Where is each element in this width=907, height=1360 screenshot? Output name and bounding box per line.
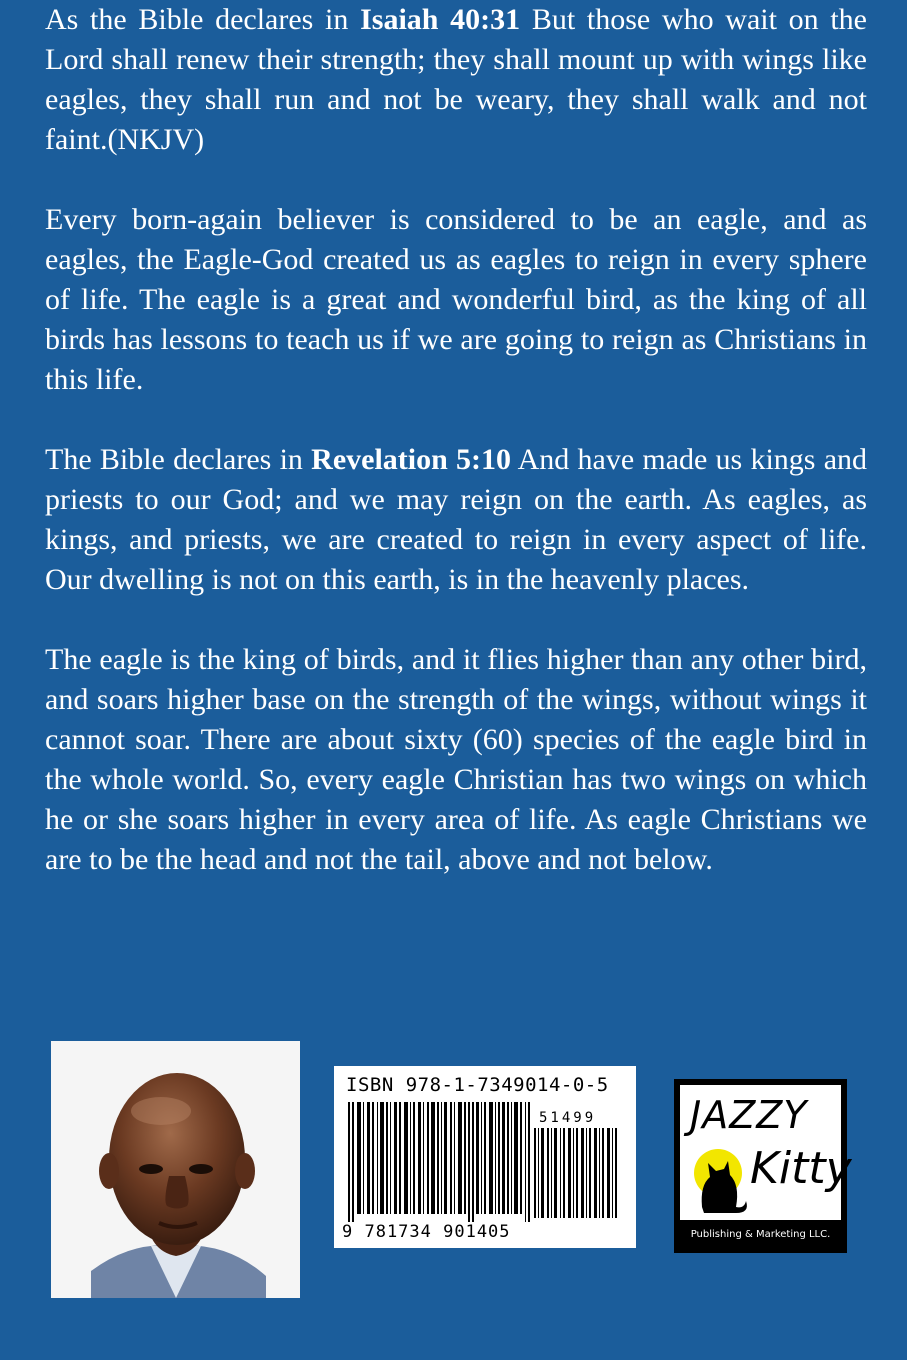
logo-word-jazzy: JAZZY	[690, 1093, 808, 1137]
logo-word-kitty: Kitty	[750, 1143, 852, 1194]
paragraph-revelation: The Bible declares in Revelation 5:10 And have made us kings and priests to our God; and we may reign on the earth. As eagles, as kings, and priests, we are created to reign in every aspect of life. Our dwelling is not on this earth, is in the heavenly places.	[45, 443, 868, 596]
logo-tagline: Publishing & Marketing LLC.	[690, 1229, 831, 1240]
ean-number: 9 781734 901405	[342, 1222, 511, 1242]
barcode-bars	[334, 1066, 636, 1248]
paragraph-isaiah: As the Bible declares in Isaiah 40:31 But those who wait on the Lord shall renew their strength; they shall mount up with wings like eagles, they shall run and not be weary, they shall walk and not faint.(NKJV)	[45, 3, 867, 156]
scripture-reference: Isaiah 40:31	[360, 3, 521, 36]
price-code: 51499	[539, 1110, 597, 1126]
paragraph-eagle-king: The eagle is the king of birds, and it flies higher than any other bird, and soars higher base on the strength of the wings, without wings it cannot soar. There are about sixty (60) species of the eagle bird in the whole world. So, every eagle Christian has two wings on which he or she soars higher in every area of life. As eagle Christians we are to be the head and not the tail, above and not below.	[45, 643, 867, 876]
paragraph-believer: Every born-again believer is considered to be an eagle, and as eagles, the Eagle-God created us as eagles to reign in every sphere of life. The eagle is a great and wonderful bird, as the king of all birds has lessons to teach us if we are going to reign as Christians in this life.	[45, 203, 867, 396]
scripture-reference: Revelation 5:10	[311, 443, 512, 476]
author-portrait-illustration	[51, 1041, 300, 1298]
isbn-barcode	[334, 1066, 636, 1248]
publisher-logo	[674, 1079, 852, 1253]
isbn-number: ISBN 978-1-7349014-0-5	[346, 1074, 609, 1096]
author-photo	[51, 1041, 300, 1298]
back-cover-text	[45, 0, 867, 920]
publisher-logo-panel	[680, 1085, 852, 1220]
